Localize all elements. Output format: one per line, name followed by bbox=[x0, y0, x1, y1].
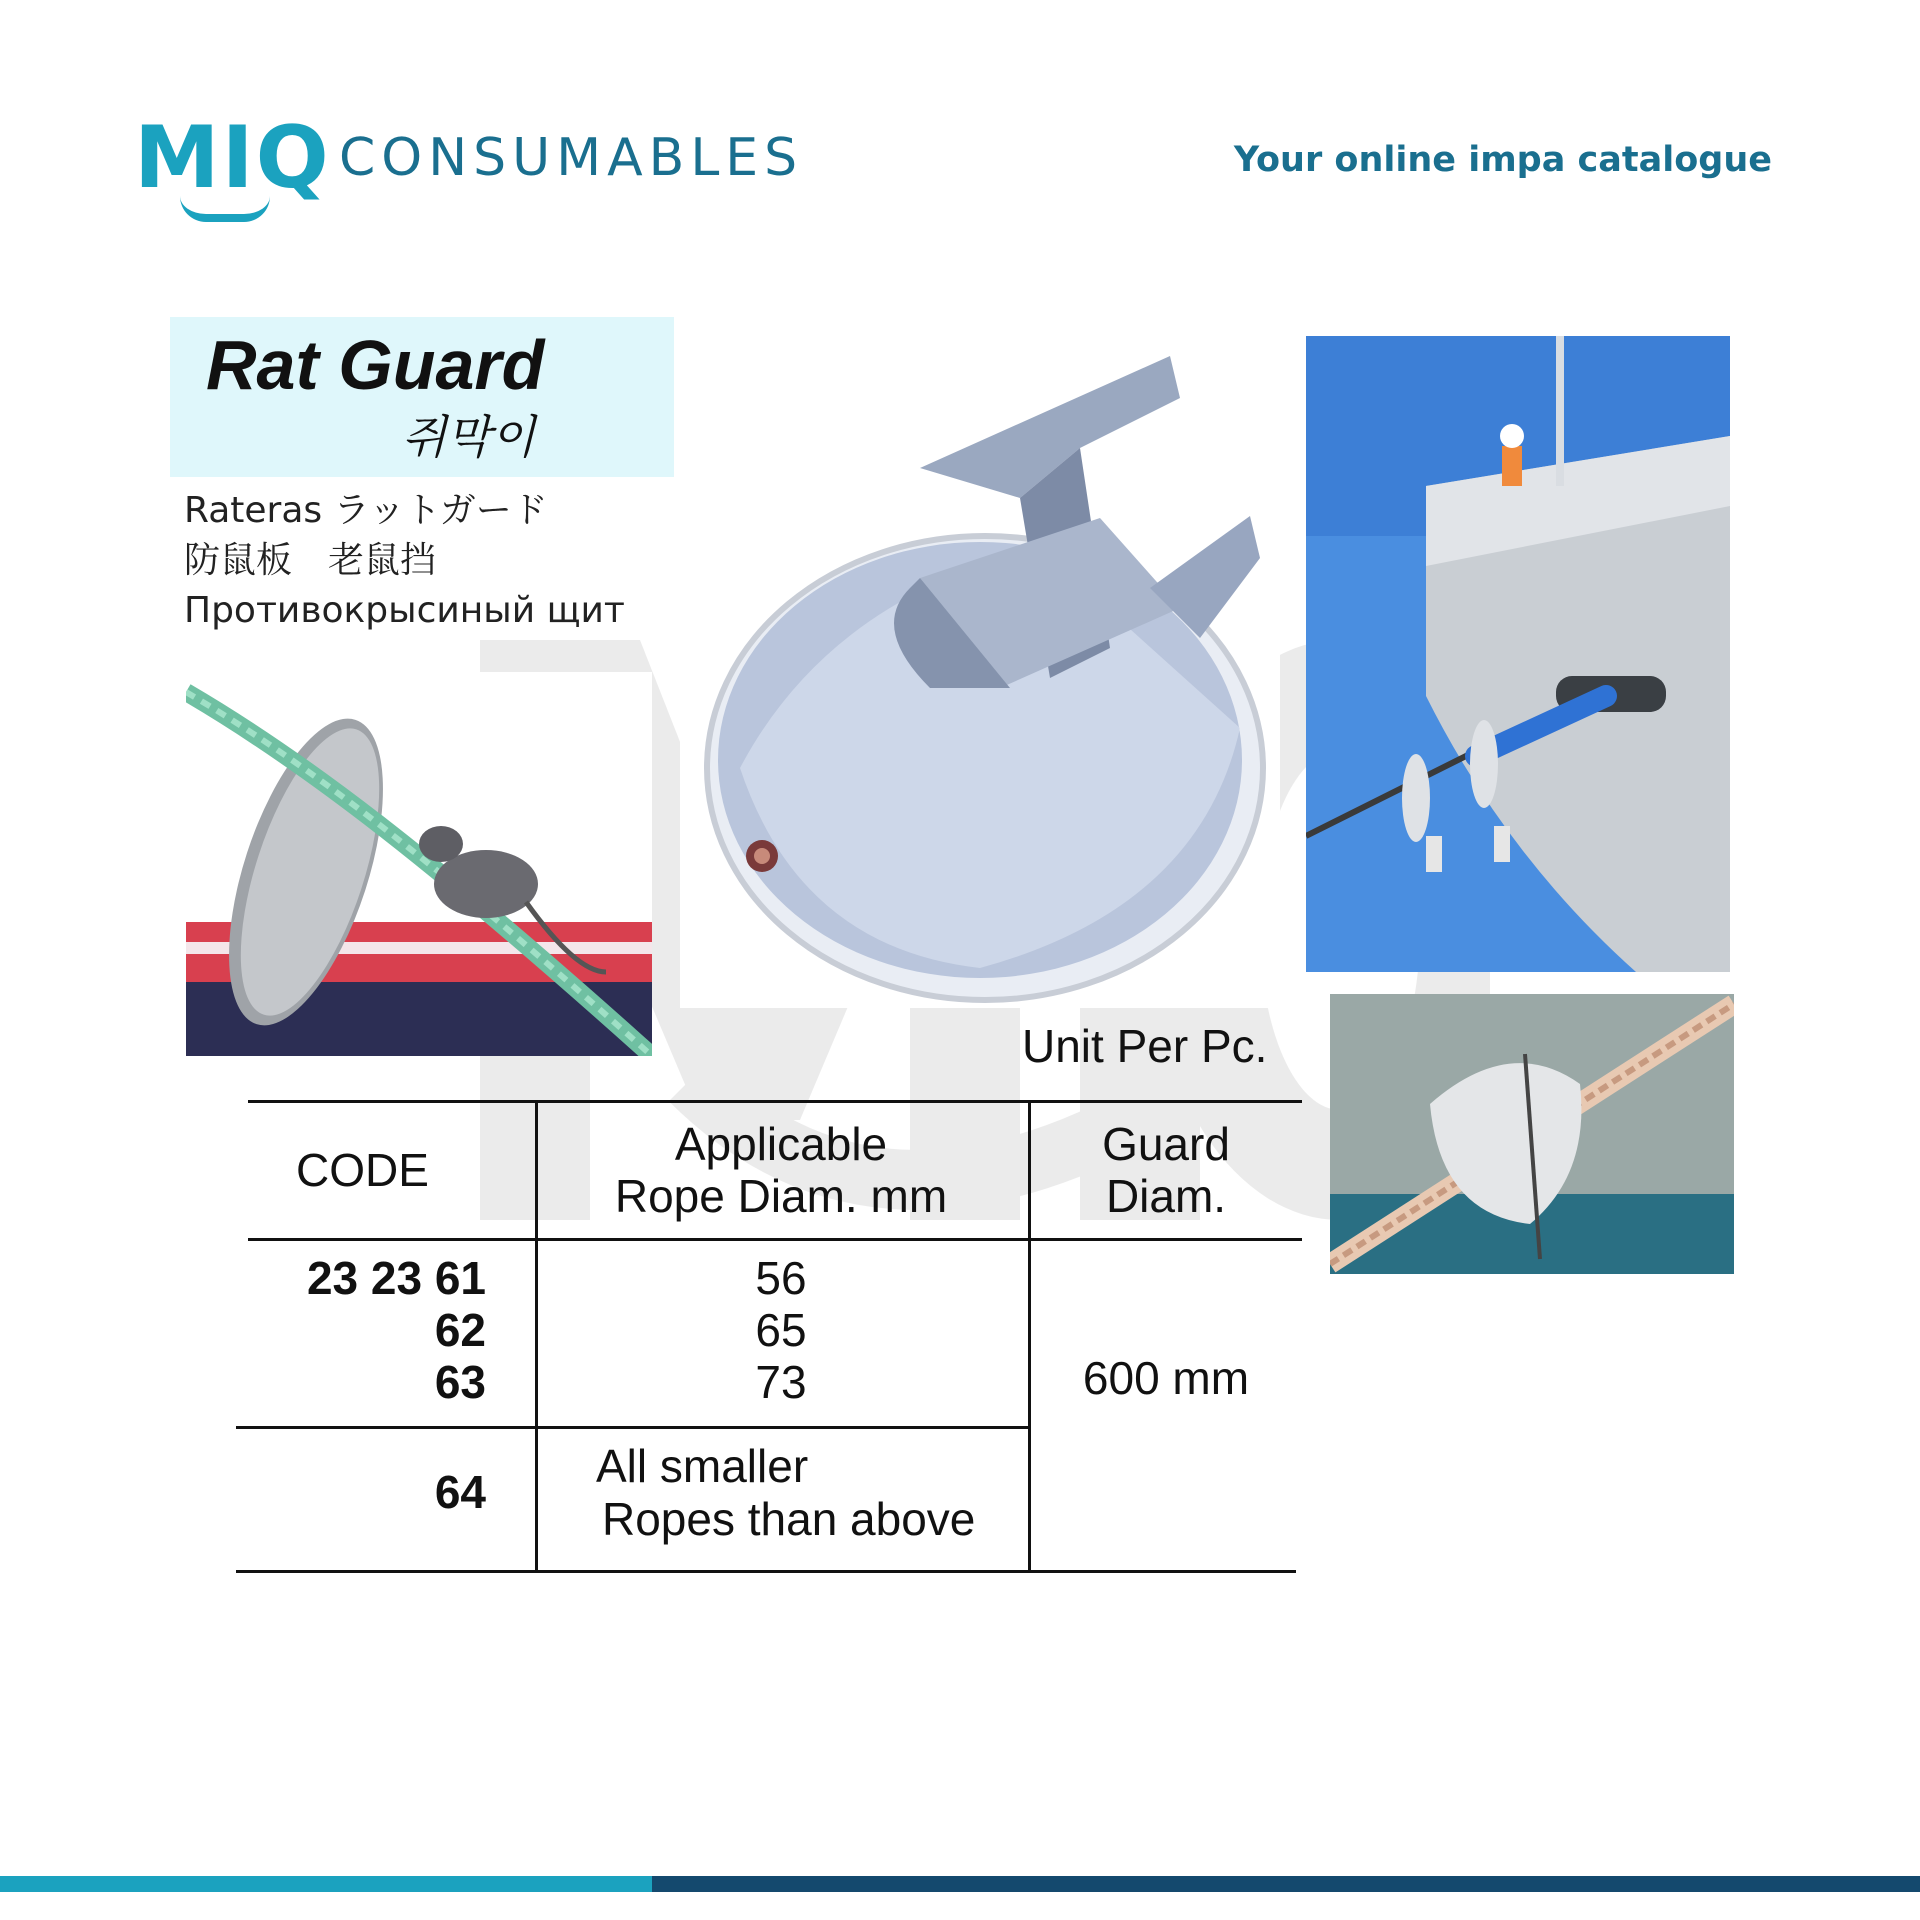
footer-bar-teal bbox=[0, 1876, 652, 1892]
rope-column bbox=[536, 1252, 1026, 1408]
table-row-rope: 73 bbox=[755, 1356, 807, 1408]
spec-table bbox=[236, 1100, 1302, 1572]
table-row-rope: 65 bbox=[755, 1304, 807, 1356]
header-code: CODE bbox=[296, 1144, 429, 1196]
product-title: Rat Guard bbox=[206, 326, 545, 404]
guard-on-rope-photo bbox=[1330, 994, 1734, 1274]
tagline: Your online impa catalogue bbox=[1233, 140, 1772, 180]
header-guard-line1: Guard bbox=[1102, 1118, 1230, 1170]
header-guard-line2: Diam. bbox=[1105, 1170, 1227, 1222]
alt-names bbox=[184, 486, 625, 636]
guard-diam-value: 600 mm bbox=[1082, 1352, 1250, 1404]
ship-mooring-photo bbox=[1306, 336, 1730, 972]
table-rule-header bbox=[248, 1238, 1302, 1241]
table-row-code-last: 64 bbox=[434, 1466, 486, 1518]
code-column bbox=[236, 1252, 486, 1408]
product-title-korean: 쥐막이 bbox=[402, 410, 536, 464]
rope-last-line2: Ropes than above bbox=[602, 1493, 976, 1545]
logo-mark: MIQ bbox=[134, 108, 331, 208]
header-rope-line2: Rope Diam. mm bbox=[614, 1170, 948, 1222]
table-rule-top bbox=[248, 1100, 1302, 1103]
table-row-code: 23 23 61 bbox=[306, 1252, 486, 1304]
logo-text: CONSUMABLES bbox=[339, 128, 804, 188]
footer-bar-navy bbox=[652, 1876, 1920, 1892]
table-rule-mid bbox=[236, 1426, 1028, 1429]
brand-logo bbox=[134, 108, 814, 218]
header-rope-line1: Applicable bbox=[674, 1118, 888, 1170]
alt-name-chinese: 防鼠板 老鼠挡 bbox=[184, 540, 437, 581]
alt-name-russian: Противокрысиный щит bbox=[184, 590, 625, 631]
table-row-rope: 56 bbox=[755, 1252, 807, 1304]
title-box bbox=[170, 317, 674, 477]
alt-name-spanish-japanese: Rateras ラットガード bbox=[184, 490, 548, 531]
header-guard-diam bbox=[1026, 1118, 1306, 1222]
footer-bar bbox=[0, 1876, 1920, 1892]
header-rope-diam bbox=[536, 1118, 1026, 1222]
rat-on-rope-photo bbox=[186, 672, 652, 1056]
rope-last-line1: All smaller bbox=[596, 1440, 809, 1492]
table-row-code: 62 bbox=[434, 1304, 486, 1356]
rat-guard-disc-photo bbox=[680, 348, 1280, 1008]
unit-note: Unit Per Pc. bbox=[1022, 1020, 1268, 1072]
table-rule-bottom bbox=[236, 1570, 1296, 1573]
table-row-rope-last bbox=[596, 1440, 1036, 1546]
table-row-code: 63 bbox=[434, 1356, 486, 1408]
